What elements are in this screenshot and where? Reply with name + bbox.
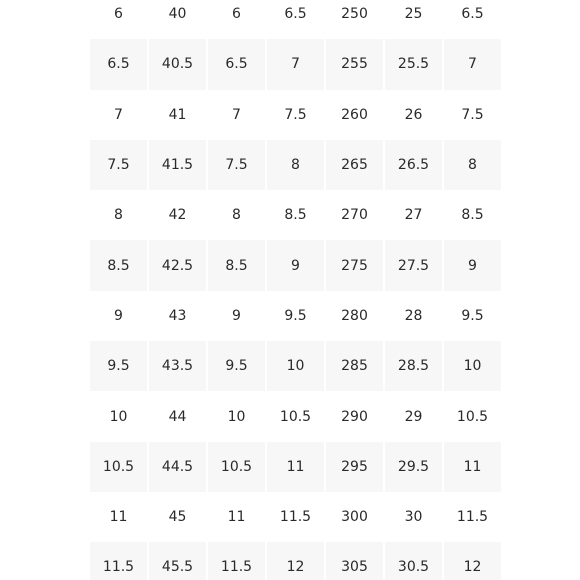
- table-cell: 27: [404, 207, 423, 224]
- table-cell: 7: [444, 39, 501, 89]
- table-cell: 6.5: [461, 6, 484, 23]
- table-cell: 8: [267, 140, 324, 190]
- table-cell: 8: [232, 207, 241, 224]
- table-cell: 10: [109, 408, 128, 425]
- table-row: [90, 542, 501, 580]
- table-cell: 265: [326, 140, 383, 190]
- table-cell: 270: [341, 207, 368, 224]
- table-cell: 10: [267, 341, 324, 391]
- table-cell: 10: [444, 341, 501, 391]
- table-cell: 11.5: [456, 509, 489, 526]
- table-cell: 11.5: [90, 542, 147, 580]
- table-cell: 9.5: [90, 341, 147, 391]
- table-cell: 6.5: [208, 39, 265, 89]
- table-cell: 44.5: [149, 442, 206, 492]
- table-cell: 7: [114, 106, 123, 123]
- table-cell: 28.5: [385, 341, 442, 391]
- table-cell: 41.5: [149, 140, 206, 190]
- table-cell: 30: [404, 509, 423, 526]
- table-cell: 9.5: [208, 341, 265, 391]
- table-cell: 25: [404, 6, 423, 23]
- table-cell: 40: [168, 6, 187, 23]
- table-cell: 8.5: [90, 240, 147, 290]
- table-cell: 8.5: [208, 240, 265, 290]
- table-cell: 7.5: [284, 106, 307, 123]
- table-cell: 11: [444, 442, 501, 492]
- table-cell: 43: [168, 307, 187, 324]
- table-row: [90, 190, 501, 240]
- table-cell: 25.5: [385, 39, 442, 89]
- table-cell: 11.5: [208, 542, 265, 580]
- table-cell: 6: [114, 6, 123, 23]
- table-cell: 10.5: [456, 408, 489, 425]
- table-cell: 41: [168, 106, 187, 123]
- table-cell: 260: [341, 106, 368, 123]
- table-cell: 8.5: [284, 207, 307, 224]
- table-row: [90, 90, 501, 140]
- table-cell: 10: [227, 408, 246, 425]
- table-row: [90, 442, 501, 492]
- table-cell: 26: [404, 106, 423, 123]
- table-cell: 27.5: [385, 240, 442, 290]
- table-row: [90, 0, 501, 39]
- size-chart-body: [90, 0, 501, 580]
- table-cell: 280: [341, 307, 368, 324]
- table-cell: 10.5: [90, 442, 147, 492]
- table-cell: 7.5: [461, 106, 484, 123]
- table-cell: 42.5: [149, 240, 206, 290]
- table-cell: 42: [168, 207, 187, 224]
- table-cell: 285: [326, 341, 383, 391]
- table-cell: 44: [168, 408, 187, 425]
- table-cell: 43.5: [149, 341, 206, 391]
- table-cell: 305: [326, 542, 383, 580]
- table-cell: 6.5: [90, 39, 147, 89]
- table-cell: 7: [267, 39, 324, 89]
- table-cell: 8: [444, 140, 501, 190]
- table-cell: 7.5: [208, 140, 265, 190]
- table-cell: 12: [267, 542, 324, 580]
- table-cell: 11: [109, 509, 128, 526]
- table-cell: 7: [232, 106, 241, 123]
- table-cell: 11: [267, 442, 324, 492]
- table-cell: 250: [341, 6, 368, 23]
- table-cell: 40.5: [149, 39, 206, 89]
- table-cell: 45: [168, 509, 187, 526]
- table-cell: 29: [404, 408, 423, 425]
- table-cell: 9.5: [284, 307, 307, 324]
- table-cell: 9: [114, 307, 123, 324]
- table-cell: 12: [444, 542, 501, 580]
- table-cell: 29.5: [385, 442, 442, 492]
- table-cell: 6.5: [284, 6, 307, 23]
- table-cell: 7.5: [90, 140, 147, 190]
- table-cell: 255: [326, 39, 383, 89]
- table-row: [90, 391, 501, 441]
- table-cell: 28: [404, 307, 423, 324]
- table-row: [90, 341, 501, 391]
- table-cell: 8: [114, 207, 123, 224]
- table-cell: 8.5: [461, 207, 484, 224]
- table-cell: 9.5: [461, 307, 484, 324]
- table-cell: 11: [227, 509, 246, 526]
- table-cell: 275: [326, 240, 383, 290]
- table-cell: 30.5: [385, 542, 442, 580]
- table-cell: 10.5: [279, 408, 312, 425]
- table-row: [90, 140, 501, 190]
- table-cell: 26.5: [385, 140, 442, 190]
- table-cell: 10.5: [208, 442, 265, 492]
- table-cell: 11.5: [279, 509, 312, 526]
- table-cell: 45.5: [149, 542, 206, 580]
- table-cell: 9: [444, 240, 501, 290]
- table-cell: 300: [341, 509, 368, 526]
- table-row: [90, 492, 501, 542]
- table-cell: 9: [267, 240, 324, 290]
- table-cell: 295: [326, 442, 383, 492]
- size-chart-table: [88, 0, 503, 580]
- table-cell: 9: [232, 307, 241, 324]
- table-row: [90, 39, 501, 89]
- table-cell: 6: [232, 6, 241, 23]
- table-row: [90, 291, 501, 341]
- table-row: [90, 240, 501, 290]
- table-cell: 290: [341, 408, 368, 425]
